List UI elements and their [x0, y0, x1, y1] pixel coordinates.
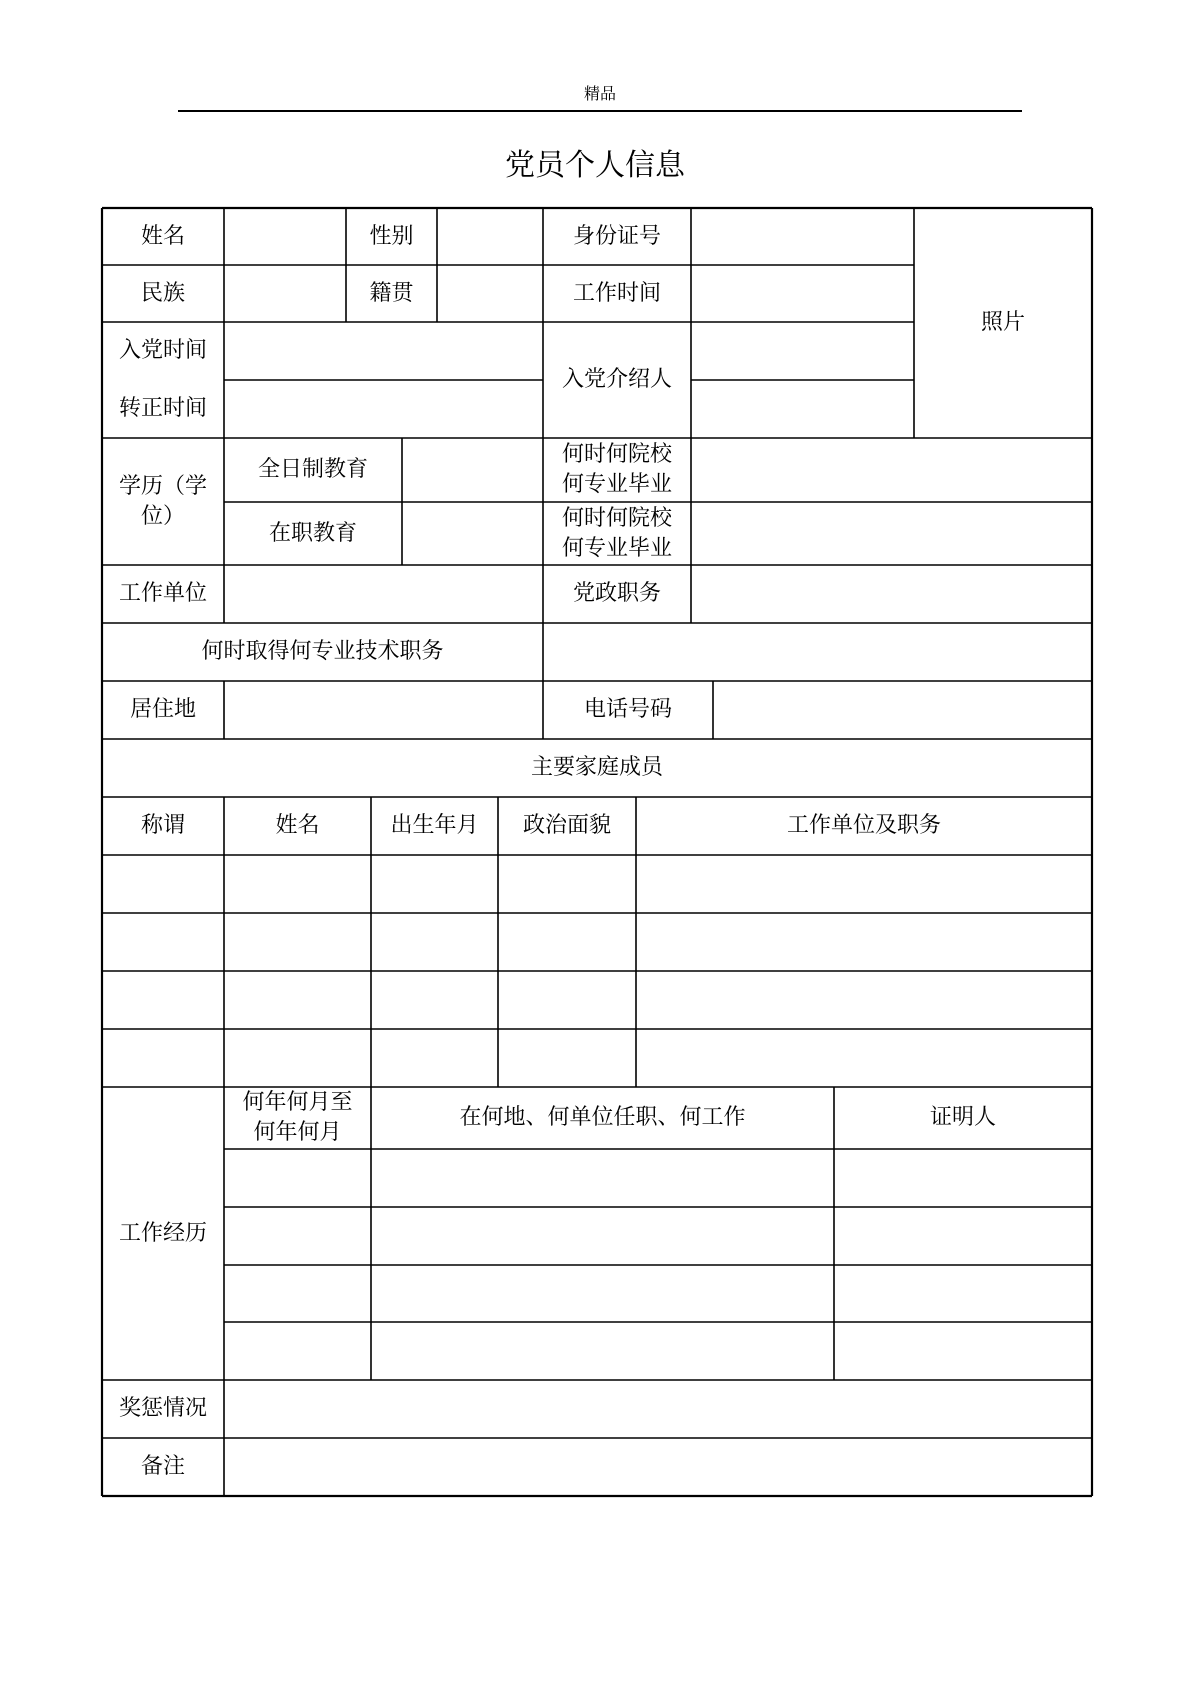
work-history-col-witness: 证明人	[929, 1105, 996, 1130]
work-history-col-period: 何年何月至 何年何月	[242, 1090, 353, 1145]
fulltime-education-label: 全日制教育	[257, 457, 368, 482]
notes-label: 备注	[140, 1454, 185, 1479]
tech-title-label: 何时取得何专业技术职务	[201, 639, 444, 664]
ethnicity-label: 民族	[140, 280, 185, 306]
parttime-education-label: 在职教育	[268, 520, 357, 546]
family-section-title: 主要家庭成员	[530, 755, 663, 780]
graduation-label-parttime: 何时何院校 何专业毕业	[561, 505, 672, 561]
gender-label: 性别	[369, 223, 414, 249]
rewards-label: 奖惩情况	[118, 1396, 207, 1421]
work-unit-label: 工作单位	[118, 581, 207, 606]
introducer-label: 入党介绍人	[561, 367, 672, 392]
full-member-date-label: 转正时间	[118, 396, 207, 421]
family-col-birth: 出生年月	[390, 813, 479, 838]
family-col-political: 政治面貌	[522, 813, 611, 838]
education-label: 学历（学位）	[118, 473, 207, 529]
page-title: 党员个人信息	[505, 148, 685, 183]
id-number-label: 身份证号	[572, 223, 661, 249]
graduation-label-fulltime: 何时何院校 何专业毕业	[561, 442, 672, 497]
party-position-label: 党政职务	[572, 581, 661, 606]
name-label: 姓名	[140, 223, 185, 249]
work-start-label: 工作时间	[572, 280, 661, 306]
native-place-label: 籍贯	[369, 280, 414, 306]
work-history-col-detail: 在何地、何单位任职、何工作	[459, 1105, 746, 1130]
join-party-date-label: 入党时间	[118, 338, 207, 363]
family-col-unit: 工作单位及职务	[786, 813, 941, 838]
family-col-name: 姓名	[275, 813, 320, 838]
photo-placeholder: 照片	[980, 310, 1025, 335]
page-header: 精品	[583, 84, 616, 103]
phone-label: 电话号码	[583, 697, 672, 722]
family-col-relation: 称谓	[140, 813, 185, 838]
residence-label: 居住地	[129, 697, 196, 722]
work-history-label: 工作经历	[118, 1220, 207, 1246]
